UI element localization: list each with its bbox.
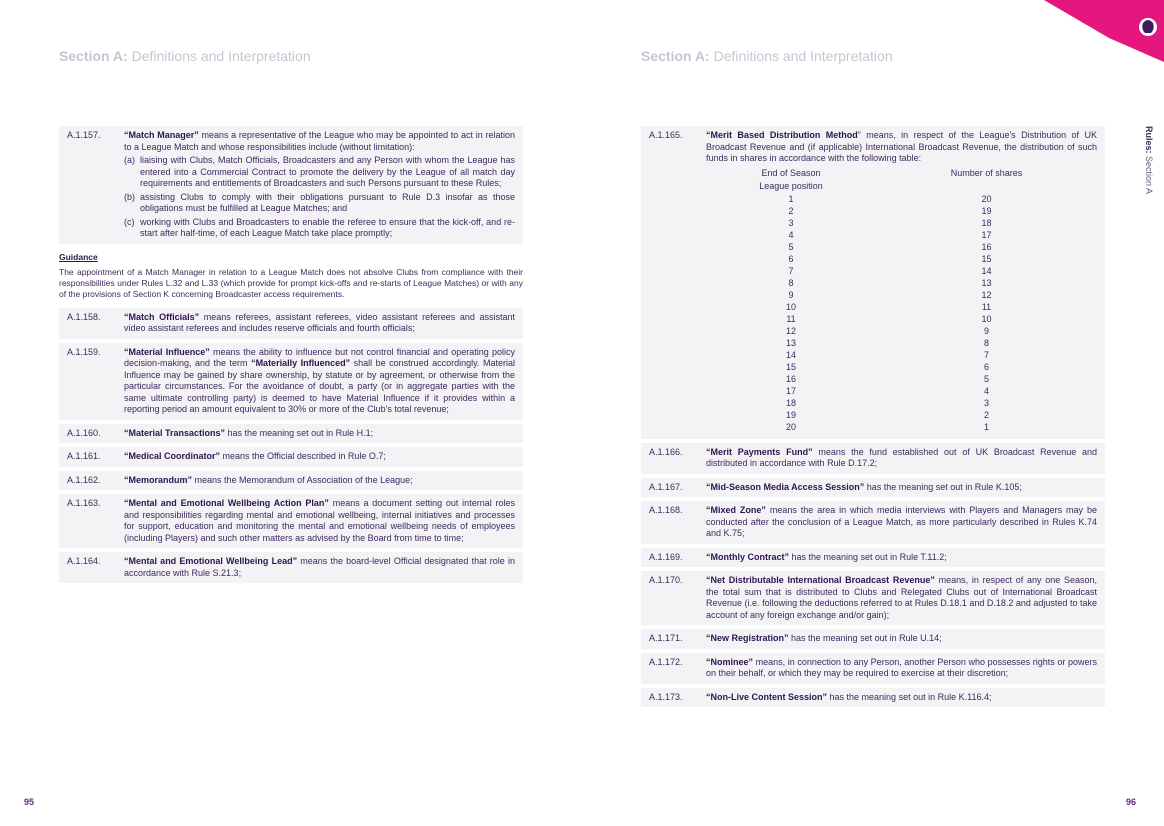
table-row xyxy=(706,301,1097,313)
table-row xyxy=(706,409,1097,421)
definition-entry: A.1.173. “Non-Live Content Session” has the meaning set out in Rule K.116.4; xyxy=(641,688,1105,708)
league-position-cell: 14 xyxy=(785,349,796,360)
table-row xyxy=(706,205,1097,217)
league-position-cell: 4 xyxy=(788,229,794,240)
definition-entry: A.1.160. “Material Transactions” has the meaning set out in Rule H.1; xyxy=(59,424,523,444)
shares-cell: 5 xyxy=(983,373,989,384)
definition-entry: A.1.172. “Nominee” means, in connection to any Person, another Person who possesses rights or powers on their behalf, or which they may be required to exercise at their discretion; xyxy=(641,653,1105,684)
shares-cell: 2 xyxy=(983,409,989,420)
definition-entry: A.1.170. “Net Distributable International Broadcast Revenue” means, in respect of any one Season, the total sum that is distributed to Clubs and Relegated Clubs out of International Broadcast Revenue (i.e. following the deductions referred to at Rules D.18.1 and D.18.2 and adjusted to take account of any foreign exchange and/or gain); xyxy=(641,571,1105,625)
definition-entry: A.1.163. “Mental and Emotional Wellbeing Action Plan” means a document setting out internal roles and responsibilities regarding mental and emotional wellbeing, internal initiatives and processes for support, education and monitoring the mental and emotional wellbeing needs of employees (including Players) and such other matters as advised by the Board from time to time; xyxy=(59,494,523,548)
shares-cell: 6 xyxy=(983,361,989,372)
guidance-block xyxy=(59,252,523,300)
table-row xyxy=(706,361,1097,373)
definition-entry: A.1.157. “Match Manager” means a representative of the League who may be appointed to act in relation to a League Match and whose responsibilities include (without limitation): (a) liaising with Clubs, Match Officials, Broadcasters and any Person with whom the League has entered into a Commercial Contract to promote the delivery by the League of all match day requirements and entitlements of Broadcasters and such Persons pursuant to these Rules; (b) assisting Clubs to comply with their obligations pursuant to Rule D.3 insofar as those obligations must be fulfilled at League Matches; and (c) working with Clubs and Broadcasters to enable the referee to ensure that the kick-off, and re-start after half-time, of each League Match take place promptly; xyxy=(59,126,523,244)
table-header: End of Season xyxy=(761,168,821,178)
shares-cell: 11 xyxy=(981,301,992,312)
league-position-cell: 17 xyxy=(785,385,796,396)
table-row xyxy=(706,421,1097,433)
shares-cell: 17 xyxy=(981,229,992,240)
table-header: Number of shares xyxy=(950,168,1023,178)
table-row xyxy=(706,265,1097,277)
table-row xyxy=(706,397,1097,409)
table-row xyxy=(706,349,1097,361)
definition-entry: A.1.171. “New Registration” has the meaning set out in Rule U.14; xyxy=(641,629,1105,649)
league-position-cell: 1 xyxy=(788,193,794,204)
definition-entry: A.1.165. “Merit Based Distribution Method” means, in respect of the League's Distribution of UK Broadcast Revenue and (if applicable) International Broadcast Revenue, the distribution of such funds in shares in accordance with the following table: End of Season Number of shares League position 1 20 2 19 3 18 4 17 5 16 6 15 7 14 8 13 9 12 10 11 11 10 12 9 13 8 14 7 15 6 16 5 17 4 18 3 19 2 20 1 xyxy=(641,126,1105,439)
shares-cell: 18 xyxy=(981,217,992,228)
definition-entry: A.1.158. “Match Officials” means referees, assistant referees, video assistant referees and assistant video assistant referees and includes reserve officials and fourth officials; xyxy=(59,308,523,339)
league-position-cell: 16 xyxy=(785,373,796,384)
definition-entry: A.1.164. “Mental and Emotional Wellbeing Lead” means the board-level Official designated that role in accordance with Rule S.21.3; xyxy=(59,552,523,583)
left-column xyxy=(59,126,523,587)
shares-cell: 9 xyxy=(983,325,989,336)
table-row xyxy=(706,385,1097,397)
shares-cell: 20 xyxy=(981,193,992,204)
league-position-cell: 15 xyxy=(785,361,796,372)
definition-entry: A.1.166. “Merit Payments Fund” means the fund established out of UK Broadcast Revenue and distributed in accordance with Rule D.17.2; xyxy=(641,443,1105,474)
table-row xyxy=(706,193,1097,205)
lion-crest-icon xyxy=(1139,18,1157,36)
sub-item: (c) working with Clubs and Broadcasters to enable the referee to ensure that the kick-off, and re-start after half-time, of each League Match take place promptly; xyxy=(124,216,515,238)
league-position-cell: 13 xyxy=(785,337,796,348)
league-position-cell: 19 xyxy=(785,409,796,420)
league-position-cell: 2 xyxy=(788,205,794,216)
definition-entry: A.1.162. “Memorandum” means the Memorandum of Association of the League; xyxy=(59,471,523,491)
shares-cell: 3 xyxy=(983,397,989,408)
guidance-text: The appointment of a Match Manager in relation to a League Match does not absolve Clubs from compliance with their responsibilities under Rules L.32 and L.33 (which provide for prompt kick-offs and re-starts of League Matches) or with any of the provisions of Section K concerning Broadcaster access requirements. xyxy=(59,266,523,299)
definition-entry: A.1.161. “Medical Coordinator” means the Official described in Rule O.7; xyxy=(59,447,523,467)
shares-cell: 7 xyxy=(983,349,989,360)
league-position-cell: 10 xyxy=(785,301,796,312)
shares-table xyxy=(706,167,1097,433)
league-position-cell: 9 xyxy=(788,289,794,300)
league-position-cell: 5 xyxy=(788,241,794,252)
shares-cell: 10 xyxy=(981,313,992,324)
league-position-cell: 18 xyxy=(785,397,796,408)
shares-cell: 16 xyxy=(981,241,992,252)
sub-item: (a) liaising with Clubs, Match Officials, Broadcasters and any Person with whom the League has entered into a Commercial Contract to promote the delivery by the League of all match day requirements and entitlements of Broadcasters and such Persons pursuant to these Rules; xyxy=(124,155,515,188)
shares-cell: 15 xyxy=(981,253,992,264)
table-row xyxy=(706,229,1097,241)
definition-entry: A.1.169. “Monthly Contract” has the meaning set out in Rule T.11.2; xyxy=(641,548,1105,568)
shares-cell: 4 xyxy=(983,385,989,396)
table-row xyxy=(706,253,1097,265)
league-position-cell: 3 xyxy=(788,217,794,228)
table-row xyxy=(706,241,1097,253)
shares-cell: 1 xyxy=(983,421,989,432)
table-row xyxy=(706,289,1097,301)
league-position-cell: 7 xyxy=(788,265,794,276)
shares-cell: 19 xyxy=(981,205,992,216)
table-row xyxy=(706,373,1097,385)
league-position-cell: 6 xyxy=(788,253,794,264)
section-header-right: Section A: Definitions and Interpretation xyxy=(641,48,893,64)
shares-cell: 13 xyxy=(981,277,992,288)
page-number-left: 95 xyxy=(24,797,35,807)
section-header-left: Section A: Definitions and Interpretation xyxy=(59,48,311,64)
shares-cell: 8 xyxy=(983,337,989,348)
sub-item: (b) assisting Clubs to comply with their obligations pursuant to Rule D.3 insofar as those obligations must be fulfilled at League Matches; and xyxy=(124,191,515,213)
right-column xyxy=(641,126,1105,711)
table-row xyxy=(706,337,1097,349)
league-position-cell: 11 xyxy=(786,313,796,324)
shares-cell: 12 xyxy=(981,289,992,300)
guidance-title: Guidance xyxy=(59,251,98,262)
table-row xyxy=(706,313,1097,325)
definition-entry: A.1.167. “Mid-Season Media Access Session” has the meaning set out in Rule K.105; xyxy=(641,478,1105,498)
league-position-cell: 20 xyxy=(785,421,796,432)
league-position-cell: 8 xyxy=(788,277,794,288)
table-row xyxy=(706,277,1097,289)
page-number-right: 96 xyxy=(1125,797,1136,807)
definition-entry: A.1.168. “Mixed Zone” means the area in which media interviews with Players and Managers may be conducted after the conclusion of a League Match, as more particularly described in Rules K.74 and K.75; xyxy=(641,501,1105,544)
definition-entry: A.1.159. “Material Influence” means the ability to influence but not control financial and operating policy decision-making, and the term “Materially Influenced” shall be construed accordingly. Material Influence may be gained by share ownership, by statute or by agreement, or otherwise from the particular circumstances. For the avoidance of doubt, a party (or in aggregate parties with the same ultimate controlling party) is deemed to have Material Influence if it provides within a reporting period an amount equivalent to 30% or more of the Club's total revenue; xyxy=(59,343,523,420)
side-section-label: Rules: Section A xyxy=(1144,126,1154,195)
league-position-cell: 12 xyxy=(785,325,796,336)
table-header: League position xyxy=(759,181,823,191)
shares-cell: 14 xyxy=(981,265,992,276)
corner-banner xyxy=(1014,0,1164,70)
right-page xyxy=(582,0,1164,826)
table-row xyxy=(706,217,1097,229)
table-row xyxy=(706,325,1097,337)
